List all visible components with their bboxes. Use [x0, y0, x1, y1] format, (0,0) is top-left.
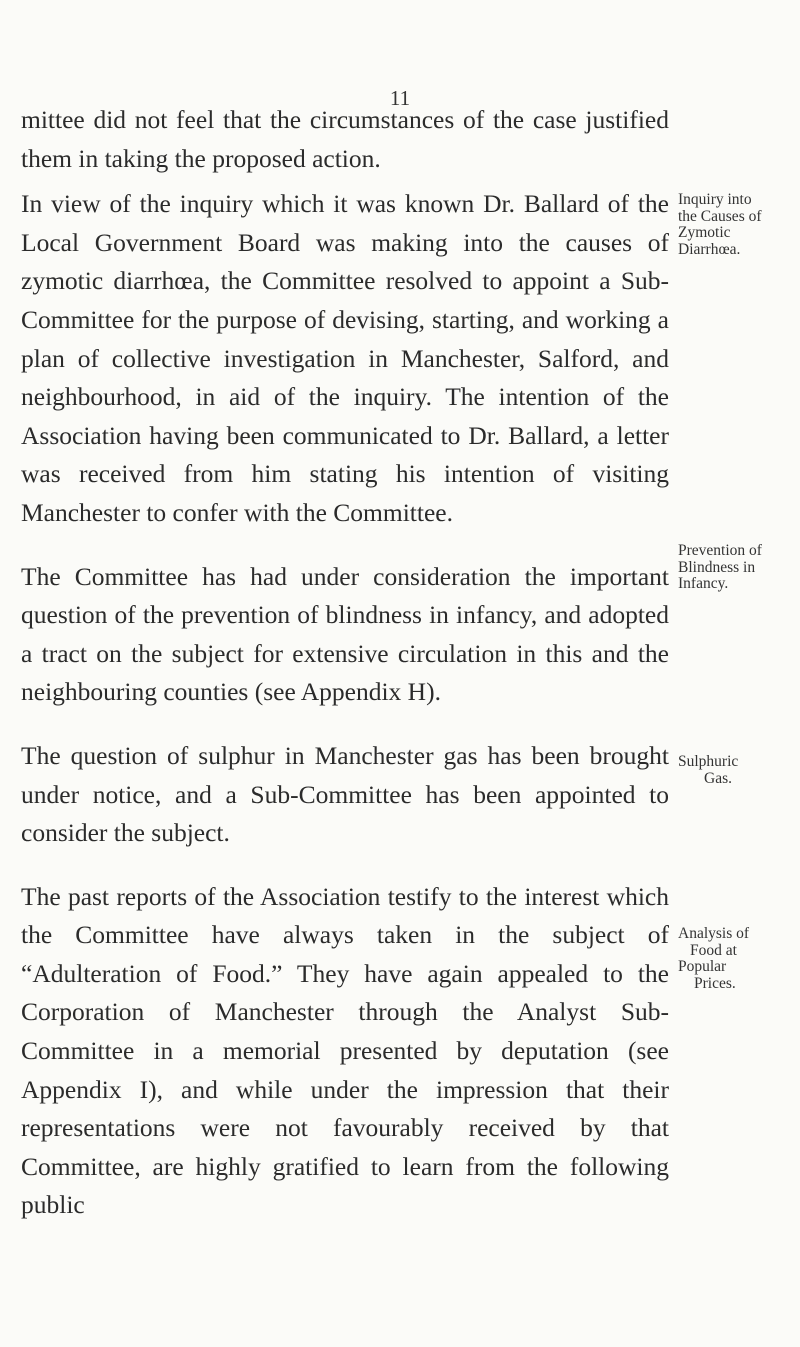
body-text [21, 101, 669, 1225]
margin-note-line: the Causes of [678, 207, 762, 225]
paragraph-4: The question of sulphur in Manchester gas has been brought under notice, and a Sub-Committee has been appointed to consider the subject. [21, 740, 669, 848]
page-number: 11 [389, 86, 411, 110]
margin-note-line: Food at [690, 941, 737, 959]
margin-note-sulphuric [678, 754, 794, 787]
paragraph-3: The Committee has had under consideration the important question of the prevention of blindness in infancy, and adopted a tract on the subject for extensive circulation in this and the neighbouring counties (see Appendix H). [21, 561, 669, 707]
margin-note-line: Analysis of [678, 925, 750, 942]
margin-note-line: Zymotic [678, 224, 731, 241]
margin-note-analysis [678, 926, 794, 992]
margin-note-line: Blindness in [678, 558, 756, 576]
margin-note-line: Gas. [704, 769, 732, 787]
margin-note-zymotic [678, 192, 794, 258]
margin-note-line: Infancy. [678, 575, 729, 592]
margin-note-line: Diarrhœa. [678, 240, 741, 258]
paragraph-1: mittee did not feel that the circumstances of the case justified them in taking the proposed action. [21, 105, 669, 173]
paragraph-2: In view of the inquiry which it was known Dr. Ballard of the Local Government Board was making into the causes of zymotic diarrhœa, the Committee resolved to appoint a Sub-Committee for the purpose of devising, starting, and working a plan of collective investigation in Manchester, Salford, and neighbourhood, in aid of the inquiry. The intention of the Association having been communicated to Dr. Ballard, a letter was received from him stating his intention of visiting Manchester to confer with the Committee. [21, 189, 669, 527]
margin-note-line: Sulphuric [678, 753, 739, 770]
margin-note-blindness [678, 543, 794, 593]
margin-note-line: Prevention of [678, 542, 762, 559]
margin-note-line: Inquiry into [678, 191, 752, 208]
margin-note-line: Prices. [694, 974, 736, 992]
margin-note-line: Popular [678, 958, 727, 975]
paragraph-5: The past reports of the Association testify to the interest which the Committee have always taken in the subject of “Adulteration of Food.” They have again appealed to the Corporation of Manchester through the Analyst Sub-Committee in a memorial presented by deputation (see Appendix I), and while under the impression that their representations were not favourably received by that Committee, are highly gratified to learn from the following public [21, 881, 669, 1220]
